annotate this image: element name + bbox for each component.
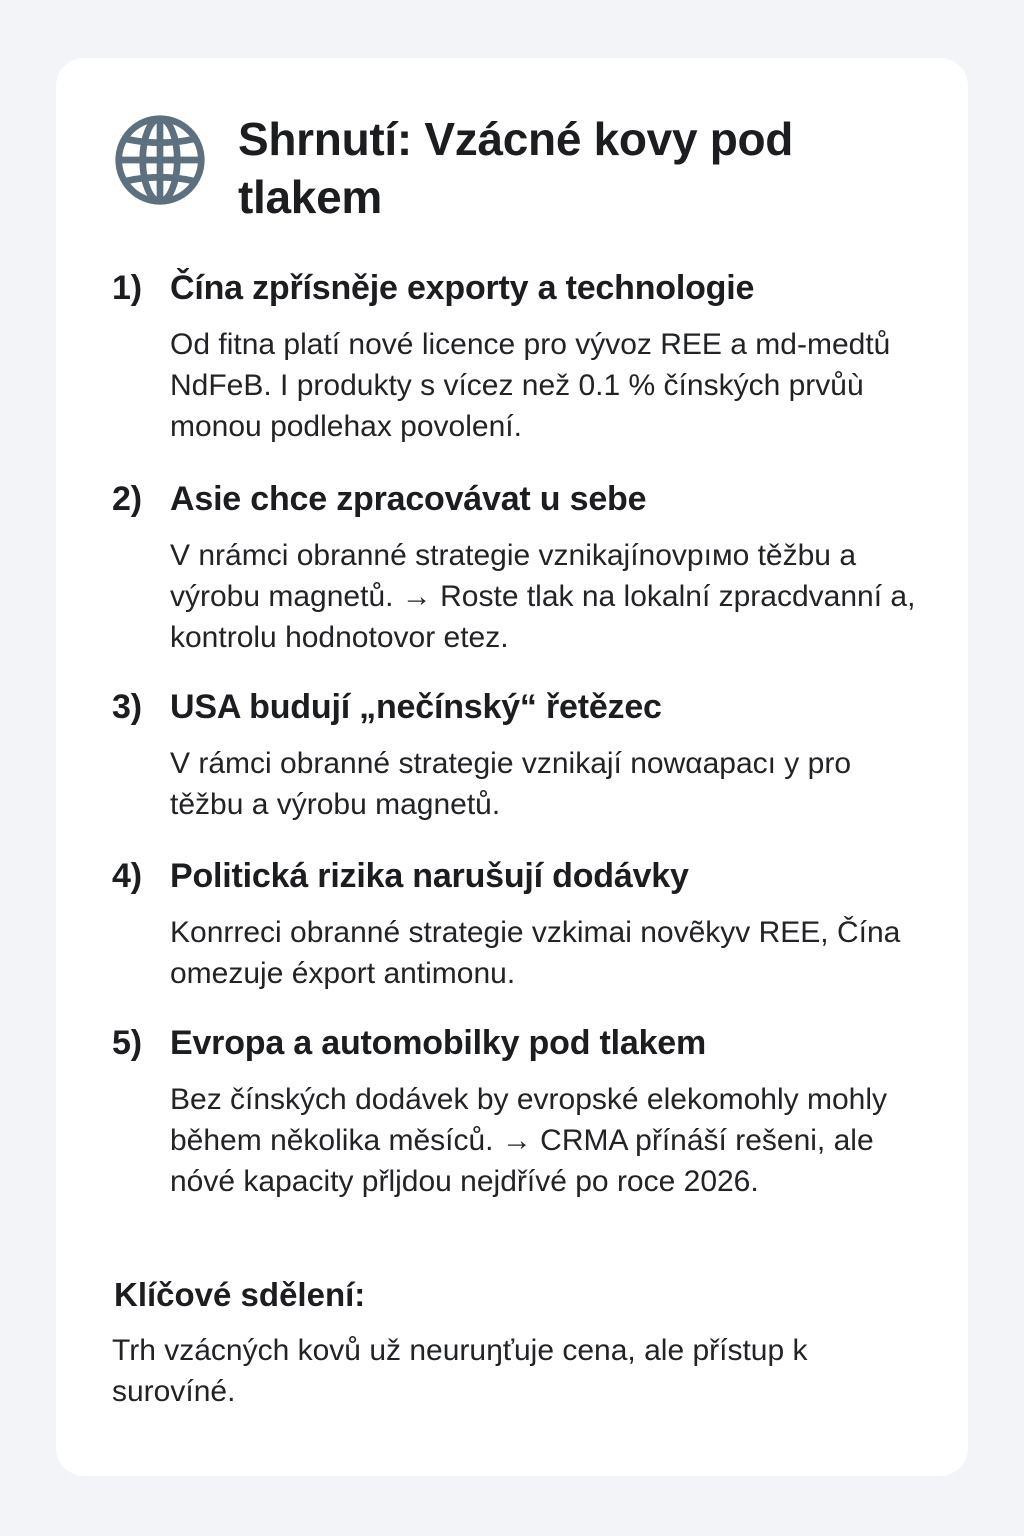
section-body: Od fitna platí nové licence pro vývoz REE a md-medtů NdFeB. I produkty s vícez než 0.1 % čínských prvůù monou podlehax povolení. <box>170 328 891 443</box>
section-number: 3) <box>112 688 142 726</box>
section-title: USA budují „nečínský“ řetězec <box>170 688 662 726</box>
summary-section-4 <box>112 856 932 994</box>
summary-section-1 <box>112 268 932 447</box>
key-message-body: Trh vzácných kovů už neuruŋťuje cena, ale přístup k surovíné. <box>112 1334 808 1408</box>
section-body: Bez čínských dodávek by evropské elekomohly mohly během několika měsíců. → CRMA přínáší rešeni, ale nóvé kapacity přljdou nejdřívé po roce 2026. <box>170 1083 888 1198</box>
section-number: 2) <box>112 480 142 518</box>
section-heading <box>112 479 932 519</box>
section-number: 4) <box>112 857 142 895</box>
section-title: Čína zpřísněje exporty a technologie <box>170 269 755 307</box>
section-number: 1) <box>112 269 142 307</box>
section-heading <box>112 268 932 308</box>
section-heading <box>112 856 932 896</box>
summary-section-2 <box>112 479 932 658</box>
section-body: Konrreci obranné strategie vzkimai novẽkyv REE, Čína omezuje éxport antimonu. <box>170 916 901 990</box>
section-body: V rámci obranné strategie vznikají nowαapacı y pro těžbu a výrobu magnetů. <box>170 747 852 821</box>
section-number: 5) <box>112 1024 142 1062</box>
section-heading <box>112 687 932 727</box>
section-title: Politická rizika narušují dodávky <box>170 857 689 895</box>
section-body: V nrámci obranné strategie vznikajínovpıмo těžbu a výrobu magnetů. → Roste tlak na lokalní zpracdvanní a, kontrolu hodnotovor etez. <box>170 539 916 654</box>
key-message-heading: Klíčové sdělení: <box>114 1276 366 1313</box>
section-title: Evropa a automobilky pod tlakem <box>170 1024 707 1062</box>
section-title: Asie chce zpracovávat u sebe <box>170 480 647 518</box>
card-header <box>112 110 838 226</box>
globe-icon <box>112 112 208 208</box>
section-heading <box>112 1023 932 1063</box>
summary-card <box>56 58 968 1476</box>
summary-section-3 <box>112 687 932 825</box>
page-title: Shrnutí: Vzácné kovy pod tlakem <box>238 113 794 223</box>
summary-section-5 <box>112 1023 932 1202</box>
